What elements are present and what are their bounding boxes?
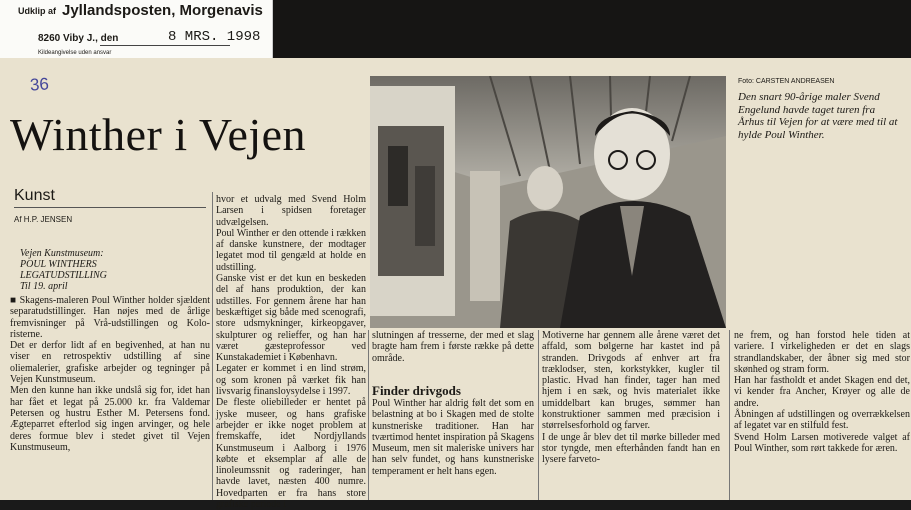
photo-caption: Den snart 90-årige maler Svend Engelund havde taget turen fra Århus til Vejen for at være med til at hylde Poul Winther. (738, 91, 898, 141)
stamp-date: 8 MRS. 1998 (168, 29, 261, 45)
article-column-5: ne frem, og han forstod hele tiden at variere. I virkeligheden er det en slags strandlandskaber, der åbner sig med stor skønhed og stram form. Han har fastholdt et andet Skagen end det, vi kender fra Ancher, Krøyer og alle de andre. Åbningen af udstillingen og overrækkelsen af legatet var en stilfuld fest. Svend Holm Larsen motiverede valget af Poul Winther, som rørt takkede for æren. (734, 330, 910, 454)
exhibition-until: Til 19. april (20, 281, 68, 292)
column-rule (212, 192, 213, 500)
article-column-1: ■ Skagens-maleren Poul Winther holder sjældent separatudstillinger. Han nøjes med de årlige fremvisninger på Vrå-udstillingen og Kolo-risterne. Det er derfor lidt af en begivenhed, at han nu viser en retrospektiv udstilling af sine oliemalerier, grafiske arbejder og tegninger på Vejen Kunstmuseum. Men den kunne han ikke undslå sig for, idet han har fået et legat på 25.000 kr. fra Valdemar Petersen og hustru Esther M. Petersens fond. Ægteparret efterlod sig ingen arvinger, og hele deres formue blev i stedet givet til Vejen Kunstmuseum, (10, 295, 210, 453)
article-column-4: Motiverne har gennem alle årene været det affald, som bølgerne har kastet ind på stranden. Drivgods af enhver art fra træklodser, sten, korkstykker, kugler til plastic. Hvad han finder, tager han med hjem i en sæk, og hvis materialet ikke umiddelbart kan bruges, sømmer han konstruktioner sammen med præcision i størrelsesforhold og farver. I de unge år blev det til mørke billeder med stor tyngde, men efterhånden fandt han en lysere farveto- (542, 330, 720, 466)
article-column-2: hvor et udvalg med Svend Holm Larsen i spidsen foretager udvælgelsen. Poul Winther er den ottende i rækken af danske kunstnere, der modtager legatet mod til gengæld at holde en udstilling. Ganske vist er det kun en beskeden del af hans produktion, der kan udstilles. For gennem årene har han beskæftiget sig både med scenografi, store udsmykninger, kirkeopgaver, skulpturer og relieffer, og han har været gæsteprofessor ved Kunstakademiet i København. Legater er kommet i en lind strøm, og som kronen på værket fik han livsvarig finansloysydelse i 1997. De fleste oliebilleder er hentet på jyske museer, og hans grafiske arbejder er ikke noget problem at fremskaffe, idet Nordjyllands Kunstmuseum i Aalborg i 1976 købte et eksemplar af alle de linoleumssnit og raderinger, han havde lavet, næsten 400 numre. Hovedparten er fra hans store grafiske periode i (216, 194, 366, 510)
exhibition-venue: Vejen Kunstmuseum: (20, 248, 104, 259)
exhibition-title-1: POUL WINTHERS (20, 259, 97, 270)
headline: Winther i Vejen (10, 109, 307, 160)
subheading: Finder drivgods (372, 383, 461, 398)
stamp-date-line (100, 45, 230, 46)
column-rule (729, 330, 730, 500)
photo-credit: Foto: CARSTEN ANDREASEN (738, 78, 835, 85)
stamp-city: 8260 Viby J., den (38, 33, 119, 44)
stamp-paper: Jyllandsposten, Morgenavis (62, 2, 263, 19)
column-rule (368, 330, 369, 500)
byline: Af H.P. JENSEN (14, 215, 73, 224)
column-rule (538, 330, 539, 500)
page-number: 36 (29, 74, 50, 95)
exhibition-info (20, 248, 107, 292)
stamp-label: Udklip af (18, 6, 57, 16)
article-photo (370, 76, 726, 328)
photo-illustration (370, 76, 726, 328)
section-label: Kunst (14, 187, 55, 204)
article-column-3-continued: Poul Winther har aldrig følt det som en belastning at bo i Skagen med de stolte kunstneriske traditioner. Han har tværtimod hentet inspiration på Skagens Museum, men sit maleriske univers har han selv fundet, og hans kunstneriske temperament er helt hans egen. (372, 398, 534, 477)
section-rule (14, 207, 206, 208)
exhibition-title-2: LEGATUDSTILLING (20, 270, 107, 281)
article-column-3: slutningen af tresserne, der med et slag bragte ham frem i første række på dette område. (372, 330, 534, 364)
stamp-note: Kildeangivelse uden ansvar (38, 50, 112, 56)
